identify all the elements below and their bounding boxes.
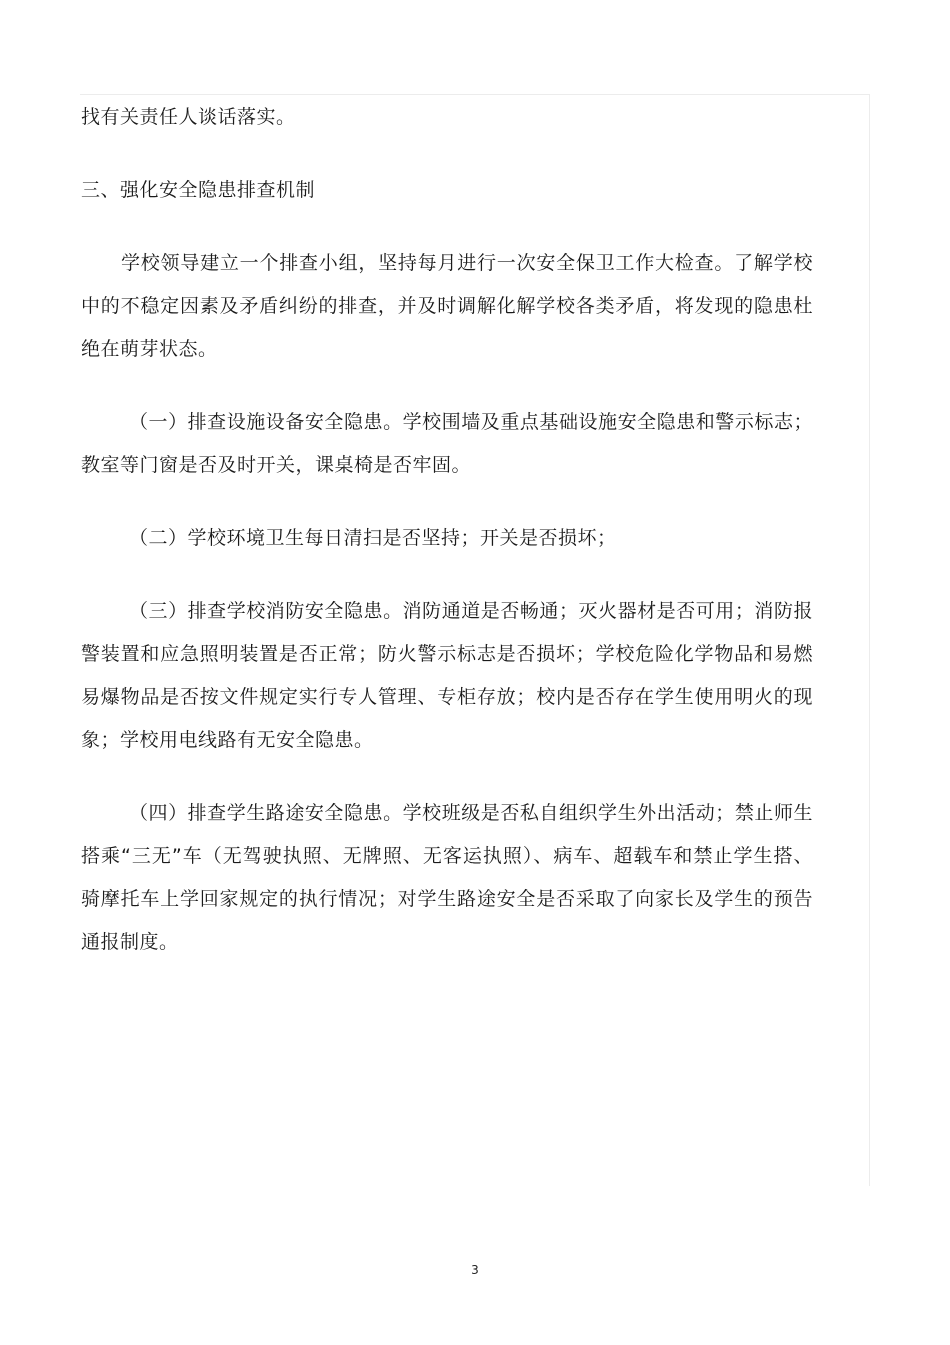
page-border-right (869, 94, 870, 1186)
page-number: 3 (471, 1263, 479, 1277)
section-heading: 三、强化安全隐患排查机制 (81, 179, 316, 201)
paragraph-item-1: （一）排查设施设备安全隐患。学校围墙及重点基础设施安全隐患和警示标志；教室等门窗是否及时开关，课桌椅是否牢固。 (81, 411, 813, 476)
paragraph-intro: 学校领导建立一个排查小组，坚持每月进行一次安全保卫工作大检查。了解学校中的不稳定因素及矛盾纠纷的排查，并及时调解化解学校各类矛盾，将发现的隐患杜绝在萌芽状态。 (81, 252, 813, 360)
paragraph-item-3: （三）排查学校消防安全隐患。消防通道是否畅通；灭火器材是否可用；消防报警装置和应急照明装置是否正常；防火警示标志是否损坏；学校危险化学物品和易燃易爆物品是否按文件规定实行专人管理、专柜存放；校内是否存在学生使用明火的现象；学校用电线路有无安全隐患。 (81, 600, 813, 751)
paragraph-continuation: 找有关责任人谈话落实。 (81, 106, 296, 128)
paragraph-item-4: （四）排查学生路途安全隐患。学校班级是否私自组织学生外出活动；禁止师生搭乘“三无”车（无驾驶执照、无牌照、无客运执照）、病车、超载车和禁止学生搭、骑摩托车上学回家规定的执行情况；对学生路途安全是否采取了向家长及学生的预告通报制度。 (81, 802, 813, 953)
paragraph-item-2: （二）学校环境卫生每日清扫是否坚持；开关是否损坏； (129, 527, 617, 549)
document-body (81, 96, 813, 964)
page-border-top (80, 94, 870, 95)
